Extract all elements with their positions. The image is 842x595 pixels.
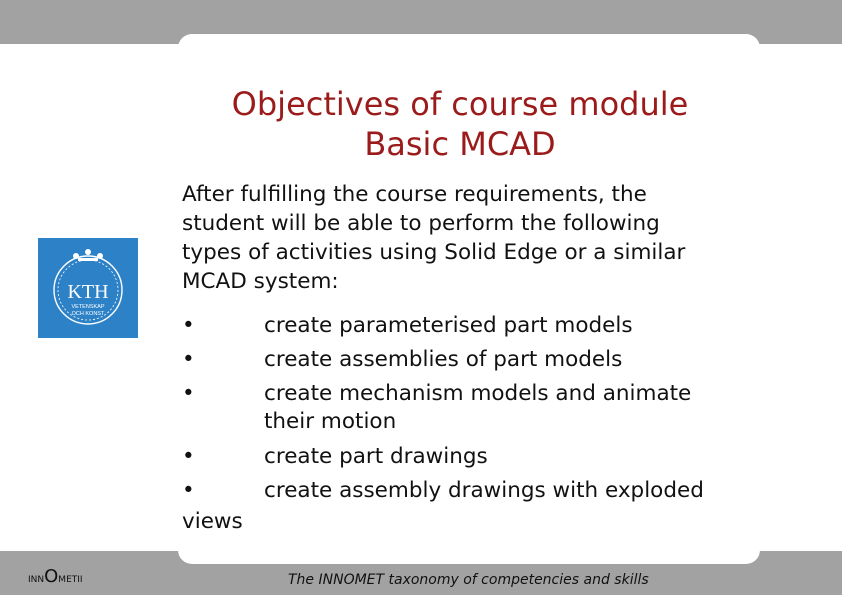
list-item bbox=[182, 477, 782, 505]
list-item-trailing-text bbox=[182, 508, 782, 536]
intro-line: MCAD system: bbox=[182, 269, 339, 294]
kth-logo-line-2: OCH KONST bbox=[71, 311, 105, 317]
brand-part: II bbox=[77, 575, 83, 585]
list-item-text: create part drawings bbox=[264, 444, 488, 469]
brand-part: IN bbox=[28, 575, 38, 585]
bullet-icon: • bbox=[182, 478, 195, 503]
brand-part: O bbox=[44, 566, 59, 587]
brand-part: ET bbox=[66, 575, 78, 585]
bullet-icon: • bbox=[182, 347, 195, 372]
list-item-text-continued: their motion bbox=[264, 409, 397, 434]
objectives-list bbox=[182, 312, 782, 536]
slide-title bbox=[180, 84, 740, 164]
kth-seal-icon bbox=[38, 238, 138, 338]
list-item-text: create parameterised part models bbox=[264, 313, 633, 338]
trailing-word: views bbox=[182, 509, 243, 534]
intro-line: types of activities using Solid Edge or a similar bbox=[182, 240, 686, 265]
intro-paragraph bbox=[182, 180, 772, 296]
kth-logo-main-text: KTH bbox=[67, 281, 109, 303]
list-item bbox=[182, 380, 782, 436]
list-item bbox=[182, 312, 782, 340]
brand-part: N bbox=[37, 575, 45, 585]
brand-part: M bbox=[58, 575, 67, 585]
list-item-text: create mechanism models and animate bbox=[264, 381, 692, 406]
intro-line: student will be able to perform the following bbox=[182, 211, 660, 236]
kth-logo bbox=[38, 238, 138, 338]
kth-logo-line-1: VETENSKAP bbox=[71, 304, 105, 310]
bullet-icon: • bbox=[182, 444, 195, 469]
list-item-text: create assemblies of part models bbox=[264, 347, 623, 372]
slide-title-line-2: Basic MCAD bbox=[364, 125, 556, 163]
innomet-logo bbox=[28, 566, 83, 590]
bullet-icon: • bbox=[182, 313, 195, 338]
list-item-text: create assembly drawings with exploded bbox=[264, 478, 704, 503]
slide-title-line-1: Objectives of course module bbox=[231, 85, 689, 123]
bullet-icon: • bbox=[182, 381, 195, 406]
intro-line: After fulfilling the course requirements, the bbox=[182, 182, 647, 207]
list-item bbox=[182, 443, 782, 471]
list-item bbox=[182, 346, 782, 374]
footer-caption: The INNOMET taxonomy of competencies and skills bbox=[288, 572, 649, 588]
